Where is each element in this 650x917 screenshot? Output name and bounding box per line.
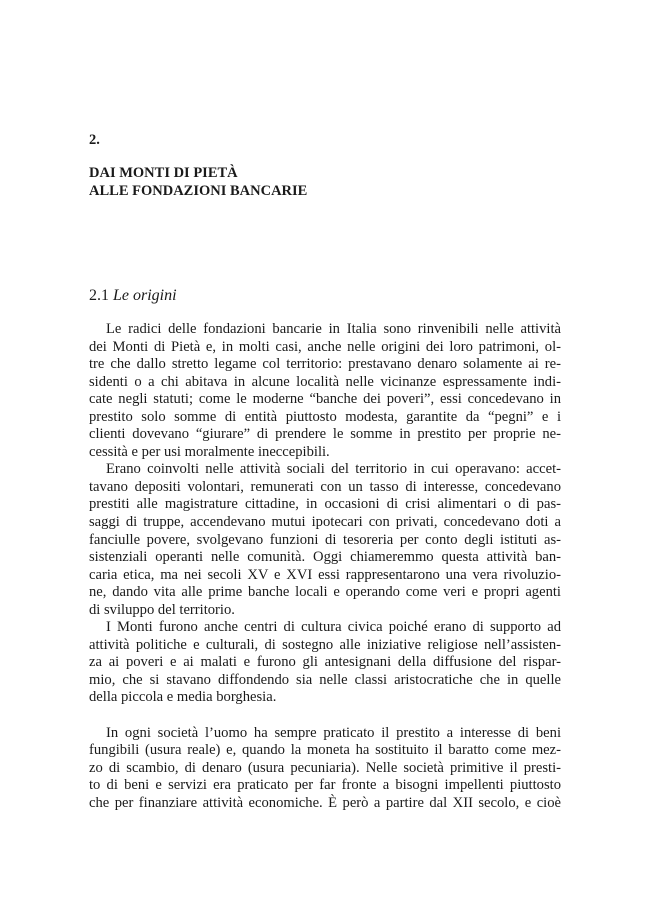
paragraph <box>89 321 561 461</box>
text-line: fungibili (usura reale) e, quando la moneta ha sostituito il baratto come mez- <box>89 742 561 759</box>
text-line: Erano coinvolti nelle attività sociali del territorio in cui operavano: accet- <box>106 461 561 478</box>
text-line: cessità e per usi moralmente ineccepibili. <box>89 443 330 460</box>
text-line: clienti dovevano “giurare” di prendere le somme in prestito per proprie ne- <box>89 426 561 443</box>
chapter-title <box>89 164 307 200</box>
text-line: prestiti alle magistrature cittadine, in occasioni di crisi alimentari o di pas- <box>89 496 561 513</box>
paragraph-gap <box>89 707 561 725</box>
section-number: 2.1 <box>89 287 109 304</box>
text-line: saggi di truppe, accendevano mutui ipotecari con privati, concedevano doti a <box>89 514 561 531</box>
text-line: mio, che si stavano diffondendo sia nelle classi aristocratiche che in quelle <box>89 671 561 688</box>
chapter-title-line: ALLE FONDAZIONI BANCARIE <box>89 183 308 199</box>
text-line: sidenti o a chi abitava in alcune località nelle vicinanze espressamente indi- <box>89 373 561 390</box>
text-line: to di beni e servizi era praticato per far fronte a bisogni impellenti piuttosto <box>89 777 561 794</box>
paragraph <box>89 461 561 619</box>
text-line: attività politiche e culturali, di sostegno alle iniziative religiose nell’assisten- <box>89 636 561 653</box>
text-line: fanciulle povere, svolgevano funzioni di tesoreria per conto degli istituti as- <box>89 531 561 548</box>
text-line: tavano depositi volontari, remunerati con un tasso di interesse, concedevano <box>89 478 561 495</box>
paragraph <box>89 619 561 707</box>
text-line: di sviluppo del territorio. <box>89 601 235 618</box>
text-line: Le radici delle fondazioni bancarie in Italia sono rinvenibili nelle attività <box>106 321 561 337</box>
text-line: dei Monti di Pietà e, in molti casi, anche nelle origini dei loro patrimoni, ol- <box>89 338 561 355</box>
text-line: ne, dando vita alle prime banche locali e operando come veri e propri agenti <box>89 584 561 601</box>
body-text <box>89 321 561 812</box>
text-line: che per finanziare attività economiche. È però a partire dal XII secolo, e cioè <box>89 794 561 811</box>
chapter-number: 2. <box>89 132 100 148</box>
text-line: caria etica, ma nei secoli XV e XVI essi rappresentarono una vera rivoluzio- <box>89 566 561 583</box>
text-line: cate negli statuti; come le moderne “banche dei poveri”, essi concedevano in <box>89 391 561 408</box>
text-line: della piccola e media borghesia. <box>89 689 277 706</box>
chapter-title-line: DAI MONTI DI PIETÀ <box>89 165 238 181</box>
text-line: zo di scambio, di denaro (usura pecuniaria). Nelle società primitive il presti- <box>89 759 561 776</box>
text-line: I Monti furono anche centri di cultura civica poiché erano di supporto ad <box>106 619 561 636</box>
section-title: Le origini <box>113 287 177 304</box>
text-line: prestito solo somme di entità piuttosto modesta, garantite da “pegni” e i <box>89 408 561 425</box>
paragraph <box>89 725 561 813</box>
text-line: In ogni società l’uomo ha sempre praticato il prestito a interesse di beni <box>106 724 561 741</box>
section-heading <box>89 287 177 305</box>
text-line: za ai poveri e ai malati e furono gli antesignani della diffusione del rispar- <box>89 654 561 671</box>
text-line: tre che dallo stretto legame col territorio: prestavano denaro solamente ai re- <box>89 356 561 373</box>
text-line: sistenziali operanti nelle comunità. Oggi chiameremmo questa attività ban- <box>89 549 561 566</box>
